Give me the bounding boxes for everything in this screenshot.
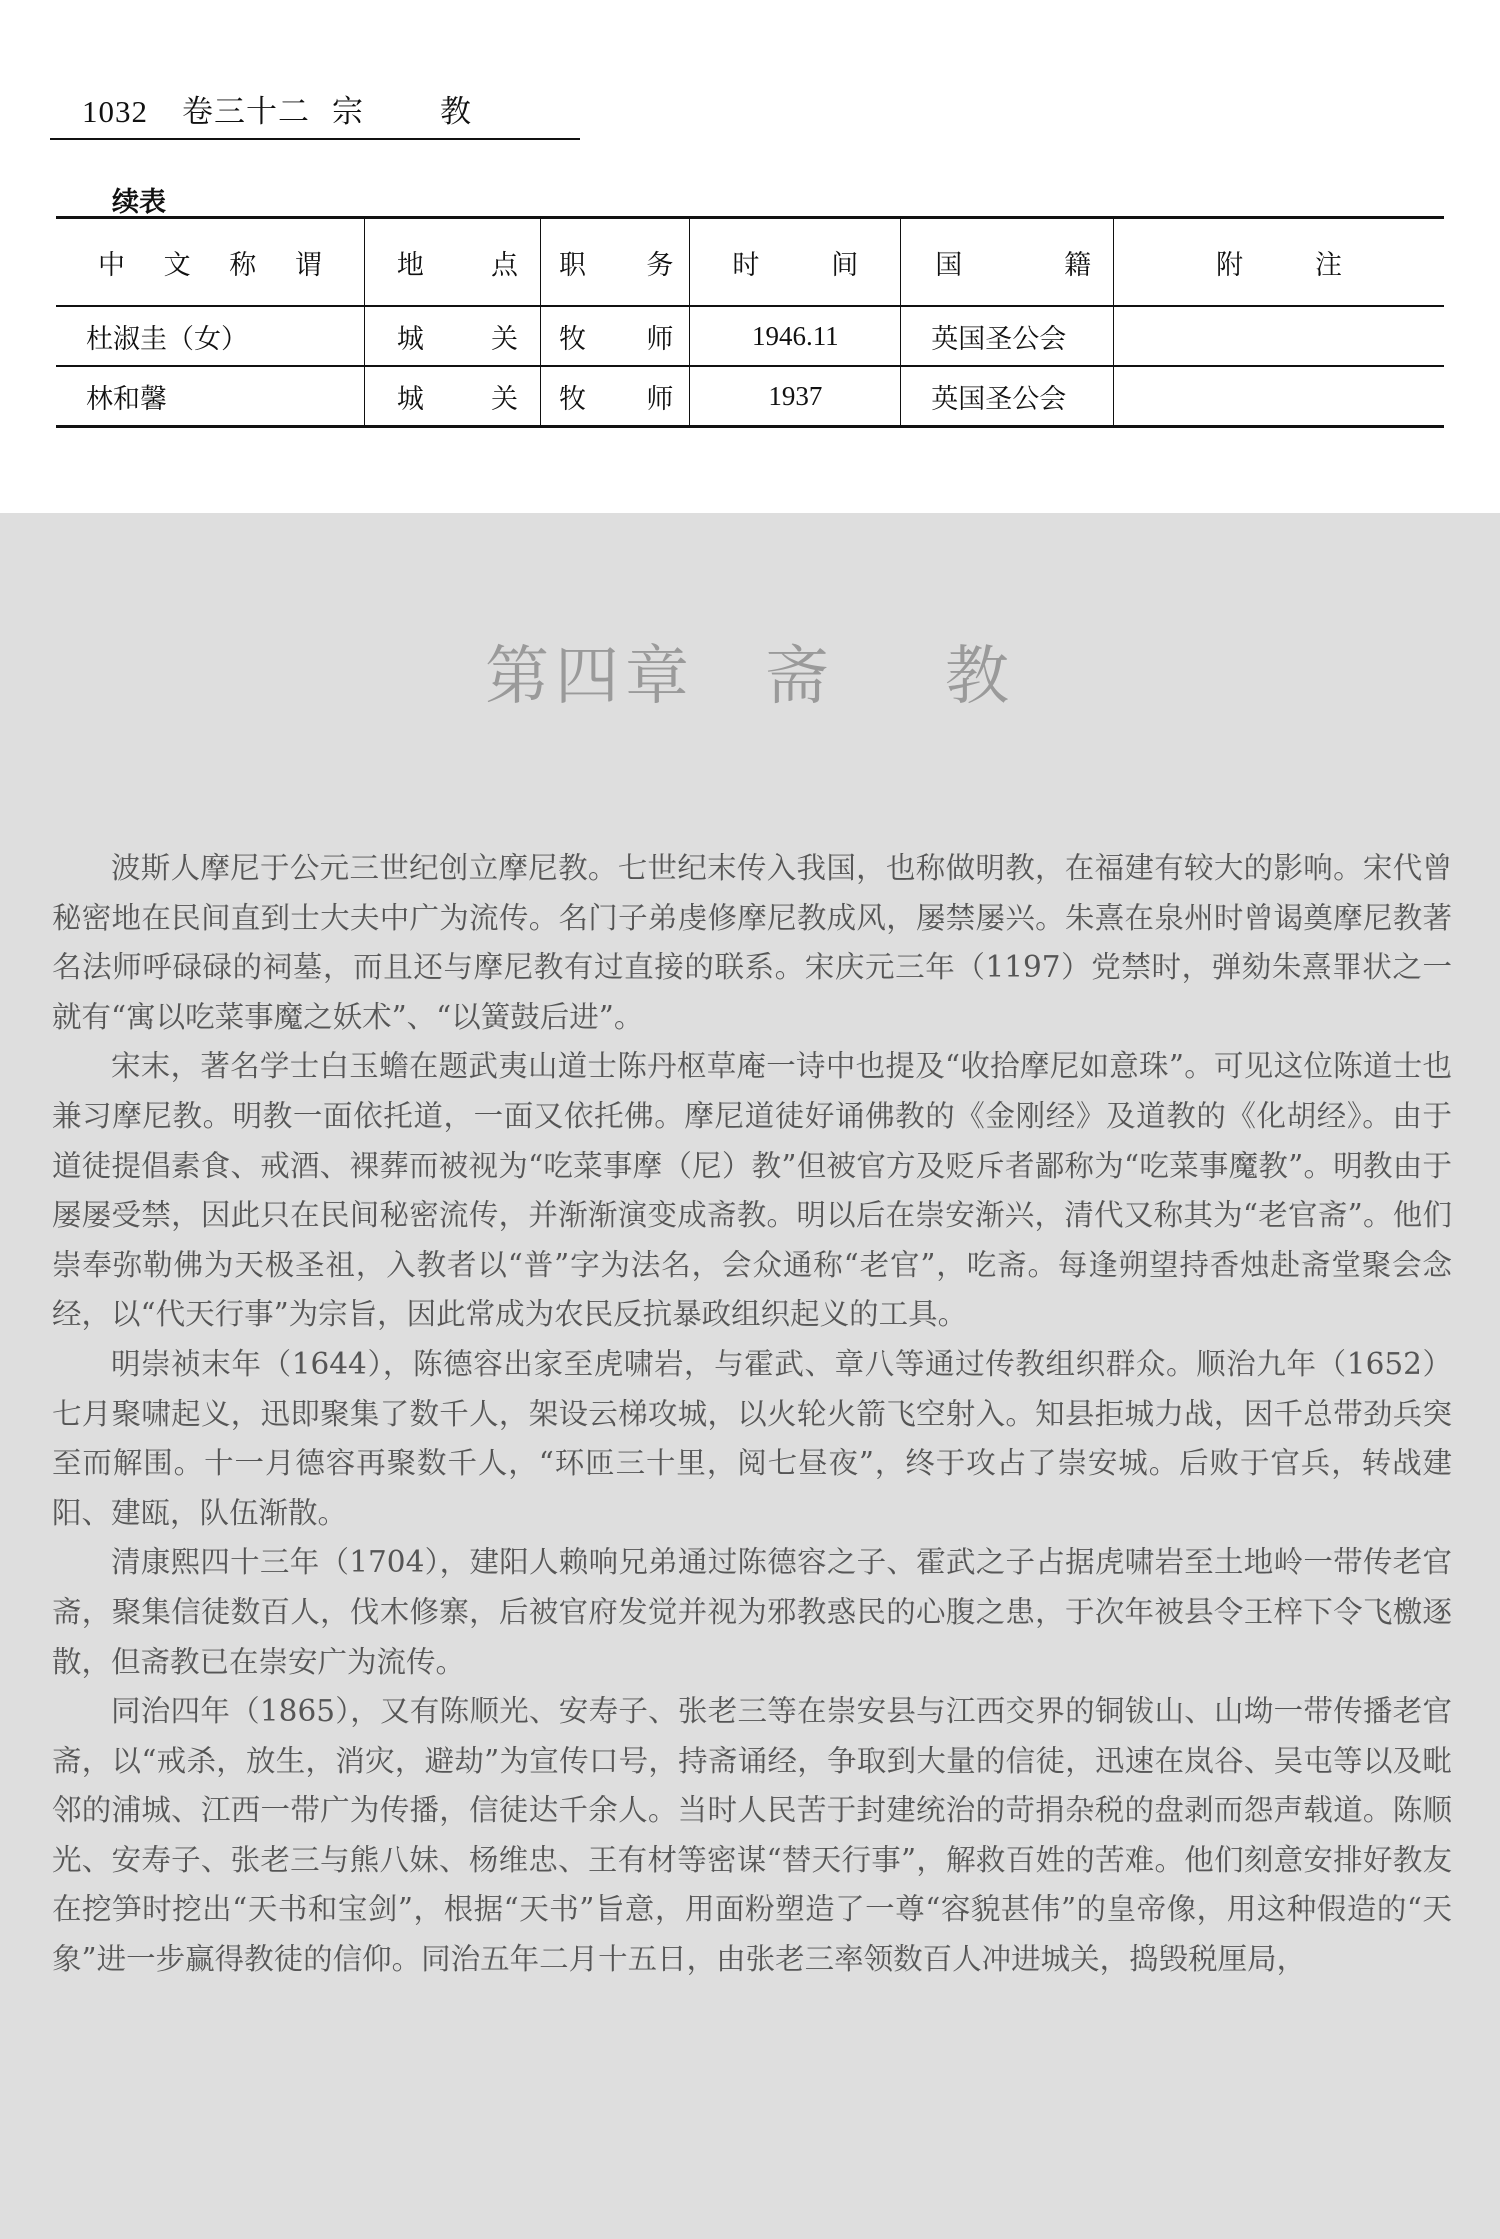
cell-time: 1937 — [690, 366, 901, 427]
table-section — [0, 0, 1500, 513]
section-label-a: 宗 — [332, 94, 364, 130]
cell-place: 城 关 — [364, 366, 540, 427]
cell-name: 林和馨 — [86, 383, 167, 415]
paragraph: 清康熙四十三年（1704），建阳人赖响兄弟通过陈德容之子、霍武之子占据虎啸岩至土地岭一带传老官斋，聚集信徒数百人，伐木修寨，后被官府发觉并视为邪教惑民的心腹之患，于次年被县令王梓下令飞檄逐散，但斋教已在崇安广为流传。 — [52, 1545, 1452, 1679]
paragraph: 宋末，著名学士白玉蟾在题武夷山道士陈丹枢草庵一诗中也提及“收拾摩尼如意珠”。可见这位陈道士也兼习摩尼教。明教一面依托道，一面又依托佛。摩尼道徒好诵佛教的《金刚经》及道教的《化胡经》。由于道徒提倡素食、戒酒、裸葬而被视为“吃菜事摩（尼）教”但被官方及贬斥者鄙称为“吃菜事魔教”。明教由于屡屡受禁，因此只在民间秘密流传，并渐渐演变成斋教。明以后在崇安渐兴，清代又称其为“老官斋”。他们崇奉弥勒佛为天极圣祖，入教者以“普”字为法名，会众通称“老官”，吃斋。每逢朔望持香烛赴斋堂聚会念经，以“代天行事”为宗旨，因此常成为农民反抗暴政组织起义的工具。 — [52, 1049, 1452, 1332]
page-number: 1032 — [82, 94, 148, 129]
cell-name: 杜淑圭（女） — [86, 323, 248, 355]
col-header-note: 附 注 — [1114, 218, 1444, 307]
cell-duty: 牧 师 — [540, 366, 689, 427]
table-row — [56, 306, 1444, 366]
chapter-title-b: 教 — [945, 640, 1015, 714]
paragraph: 明崇祯末年（1644），陈德容出家至虎啸岩，与霍武、章八等通过传教组织群众。顺治九年（1652）七月聚啸起义，迅即聚集了数千人，架设云梯攻城，以火轮火箭飞空射入。知县拒城力战，因千总带劲兵突至而解围。十一月德容再聚数千人，“环匝三十里，阅七昼夜”，终于攻占了崇安城。后败于官兵，转战建阳、建瓯，队伍渐散。 — [52, 1346, 1452, 1530]
chapter-body — [52, 844, 1452, 1985]
col-header-place: 地 点 — [364, 218, 540, 307]
paragraph: 波斯人摩尼于公元三世纪创立摩尼教。七世纪末传入我国，也称做明教，在福建有较大的影响。宋代曾秘密地在民间直到士大夫中广为流传。名门子弟虔修摩尼教成风，屡禁屡兴。朱熹在泉州时曾谒奠摩尼教著名法师呼碌碌的祠墓，而且还与摩尼教有过直接的联系。宋庆元三年（1197）党禁时，弹劾朱熹罪状之一就有“寓以吃菜事魔之妖术”、“以簧鼓后进”。 — [52, 851, 1452, 1034]
cell-duty: 牧 师 — [540, 306, 689, 366]
col-header-name: 中 文 称 谓 — [98, 249, 322, 281]
chapter-number: 第四章 — [485, 640, 695, 714]
col-header-time: 时 间 — [690, 218, 901, 307]
col-header-duty: 职 务 — [540, 218, 689, 307]
chapter-section — [0, 513, 1500, 2239]
paragraph: 同治四年（1865），又有陈顺光、安寿子、张老三等在崇安县与江西交界的铜钹山、山坳一带传播老官斋，以“戒杀，放生，消灾，避劫”为宣传口号，持斋诵经，争取到大量的信徒，迅速在岚谷、吴屯等以及毗邻的浦城、江西一带广为传播，信徒达千余人。当时人民苦于封建统治的苛捐杂税的盘剥而怨声载道。陈顺光、安寿子、张老三与熊八妹、杨维忠、王有材等密谋“替天行事”，解救百姓的苦难。他们刻意安排好教友在挖笋时挖出“天书和宝剑”，根据“天书”旨意，用面粉塑造了一尊“容貌甚伟”的皇帝像，用这种假造的“天象”进一步赢得教徒的信仰。同治五年二月十五日，由张老三率领数百人冲进城关，捣毁税厘局， — [52, 1694, 1452, 1977]
header-rule — [50, 138, 580, 140]
table-row — [56, 366, 1444, 427]
table-header-row — [56, 218, 1444, 307]
cell-note — [1114, 366, 1444, 427]
continued-label: 续表 — [112, 187, 166, 218]
chapter-title-a: 斋 — [765, 640, 835, 714]
running-head — [82, 86, 472, 131]
volume-label: 卷三十二 — [182, 94, 310, 130]
cell-nationality: 英国圣公会 — [901, 366, 1114, 427]
cell-place: 城 关 — [364, 306, 540, 366]
personnel-table — [56, 216, 1444, 428]
cell-note — [1114, 306, 1444, 366]
chapter-title — [0, 625, 1500, 717]
cell-nationality: 英国圣公会 — [901, 306, 1114, 366]
section-label-b: 教 — [440, 94, 472, 130]
cell-time: 1946.11 — [690, 306, 901, 366]
col-header-nationality: 国 籍 — [901, 218, 1114, 307]
